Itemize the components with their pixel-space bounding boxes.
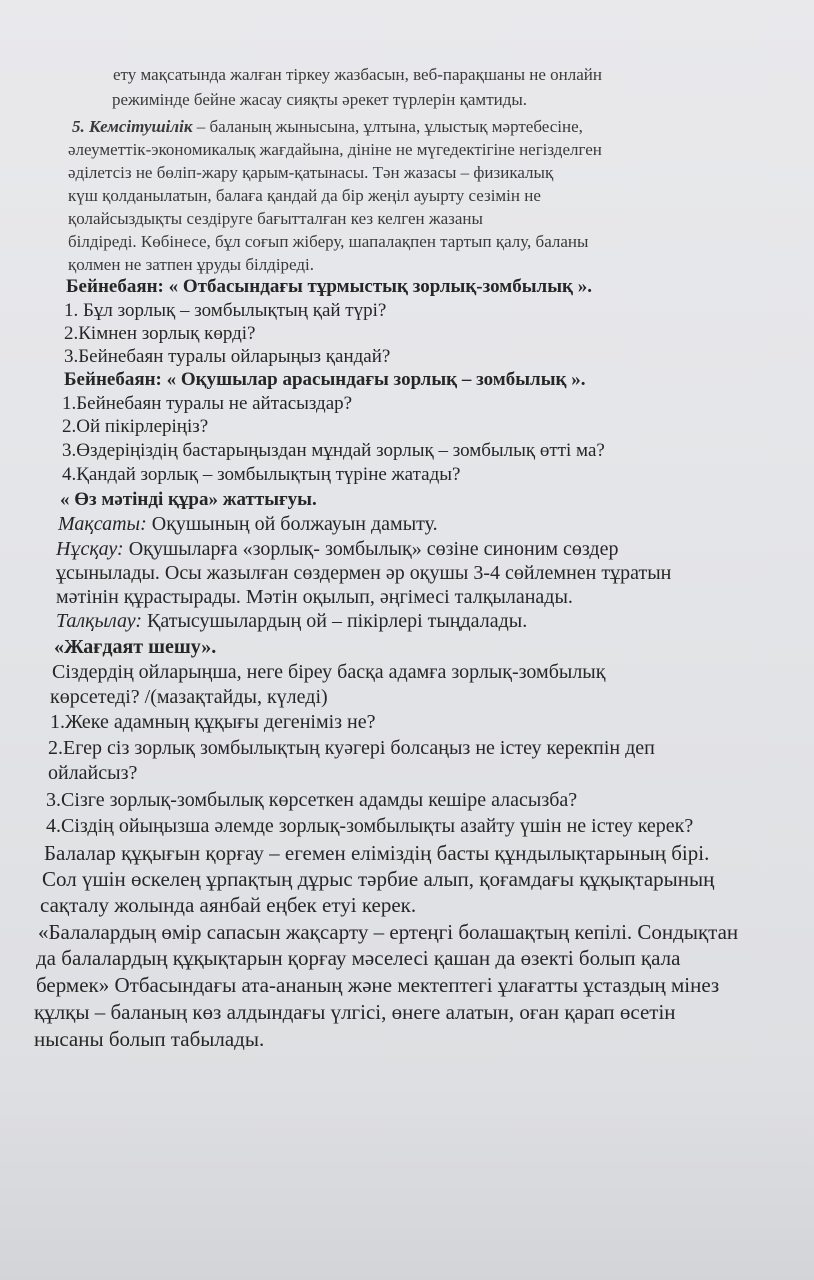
text-line: режимінде бейне жасау сияқты әрекет түрлерін қамтиды. (112, 90, 528, 109)
text-line (72, 118, 583, 135)
text-line: құлқы – баланың көз алдындағы үлгісі, өнеге алатын, оған қарап өсетін (34, 1000, 676, 1024)
section-heading: Бейнебаян: « Отбасындағы тұрмыстық зорлық-зомбылық ». (66, 276, 592, 297)
question-item: 3.Сізге зорлық-зомбылық көрсеткен адамды кешіре аласызба? (46, 789, 578, 811)
text-line: мәтінін құрастырады. Мәтін оқылып, әңгімесі талқыланады. (56, 586, 573, 608)
text-line (56, 539, 618, 559)
text-line: ойлайсыз? (48, 762, 138, 784)
text-run: Оқушыларға «зорлық- зомбылық» сөзіне синоним сөздер (123, 538, 619, 560)
text-line: ұсынылады. Осы жазылған сөздермен әр оқушы 3-4 сөйлемнен тұратын (56, 562, 672, 584)
text-line: нысаны болып табылады. (34, 1027, 265, 1051)
text-run: – баланың жынысына, ұлтына, ұлыстық мәртебесіне, (192, 117, 583, 136)
question-item: 3.Өздеріңіздің бастарыңыздан мұндай зорлық – зомбылық өтті ма? (62, 440, 605, 461)
text-line: әлеуметтік-экономикалық жағдайына, дініне не мүгедектігіне негізделген (68, 140, 602, 159)
term-label: 5. Кемсітушілік (72, 117, 193, 136)
text-line: көрсетеді? /(мазақтайды, күледі) (50, 686, 328, 708)
text-line: қолмен не затпен ұруды білдіреді. (68, 255, 315, 274)
term-label: Мақсаты: (58, 513, 147, 535)
text-line: сақталу жолында аянбай еңбек етуі керек. (40, 893, 417, 917)
question-item: 2.Егер сіз зорлық зомбылықтың куәгері болсаңыз не істеу керекпін деп (48, 737, 655, 759)
text-line (56, 611, 527, 631)
text-line: Сол үшін өскелең ұрпақтың дұрыс тәрбие алып, қоғамдағы құқықтарының (42, 867, 715, 891)
term-label: Талқылау: (56, 610, 142, 632)
text-line: күш қолданылатын, балаға қандай да бір жеңіл ауырту сезімін не (68, 186, 541, 205)
question-item: 1.Бейнебаян туралы не айтасыздар? (62, 393, 353, 414)
question-item: 4.Қандай зорлық – зомбылықтың түріне жатады? (62, 464, 461, 485)
paper-shadow (0, 1080, 814, 1280)
text-run: Оқушының ой болжауын дамыту. (146, 513, 438, 535)
question-item: 1. Бұл зорлық – зомбылықтың қай түрі? (64, 300, 387, 321)
text-line: білдіреді. Көбінесе, бұл соғып жіберу, шапалақпен тартып қалу, баланы (68, 232, 589, 251)
term-label: Нұсқау: (56, 538, 124, 560)
text-run: Қатысушылардың ой – пікірлері тыңдалады. (142, 610, 528, 632)
text-line: Балалар құқығын қорғау – егемен еліміздің басты құндылықтарының бірі. (44, 841, 710, 865)
question-item: 2.Ой пікірлеріңіз? (62, 416, 209, 437)
text-line (58, 514, 438, 534)
quote-line: «Балалардың өмір сапасын жақсарту – ертеңгі болашақтың кепілі. Сондықтан (38, 920, 739, 944)
question-item: 1.Жеке адамның құқығы дегеніміз не? (50, 711, 376, 733)
question-item: 3.Бейнебаян туралы ойларыңыз қандай? (64, 346, 391, 367)
section-heading: «Жағдаят шешу». (54, 636, 217, 658)
section-heading: Бейнебаян: « Оқушылар арасындағы зорлық – зомбылық ». (64, 369, 586, 390)
section-heading: « Өз мәтінді құра» жаттығуы. (60, 489, 317, 510)
question-item: 4.Сіздің ойыңызша әлемде зорлық-зомбылықты азайту үшін не істеу керек? (46, 815, 694, 837)
text-line: қолайсыздықты сездіруге бағытталған кез келген жазаны (68, 209, 483, 228)
text-line: да балалардың құқықтарын қорғау мәселесі қашан да өзекті болып қала (36, 946, 681, 970)
question-item: 2.Кімнен зорлық көрді? (64, 323, 256, 344)
text-line: Сіздердің ойларыңша, неге біреу басқа адамға зорлық-зомбылық (52, 661, 606, 683)
text-line: бермек» Отбасындағы ата-ананың және мектептегі ұлағатты ұстаздың мінез (36, 973, 720, 997)
text-line: әділетсіз не бөліп-жару қарым-қатынасы. Тән жазасы – физикалық (68, 163, 554, 182)
text-line: ету мақсатында жалған тіркеу жазбасын, веб-парақшаны не онлайн (113, 65, 602, 84)
